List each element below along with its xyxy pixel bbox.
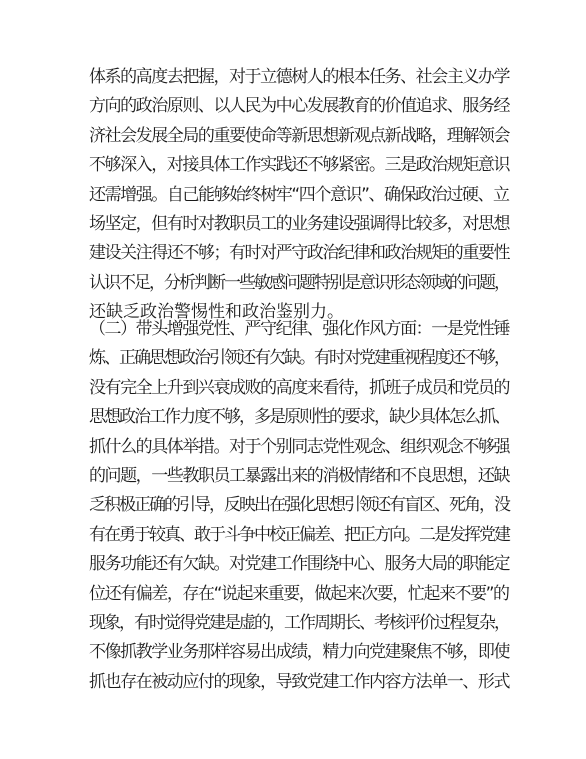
text-line: 还需增强。自己能够始终树牢“四个意识”、确保政治过硬、立 [89,184,509,205]
paragraph-2 [89,315,509,697]
text-line: 抓也存在被动应付的现象，导致党建工作内容方法单一、形式 [89,671,509,692]
text-line: 炼、正确思想政治引领还有欠缺。有时对党建重视程度还不够， [89,348,509,369]
text-line: 抓什么的具体举措。对于个别同志党性观念、组织观念不够强 [89,436,509,457]
text-line: 还缺乏政治警惕性和政治鉴别力。 [89,302,344,323]
text-line: 有在勇于较真、敢于斗争中校正偏差、把正方向。二是发挥党建 [89,524,509,545]
text-line: 服务功能还有欠缺。对党建工作围绕中心、服务大局的职能定 [89,554,509,575]
text-line: 的问题，一些教职员工暴露出来的消极情绪和不良思想，还缺 [89,465,509,486]
text-line: 思想政治工作力度不够，多是原则性的要求，缺少具体怎么抓、 [89,407,509,428]
text-line: 乏积极正确的引导，反映出在强化思想引领还有盲区、死角，没 [89,495,509,516]
text-line: 方向的政治原则、以人民为中心发展教育的价值追求、服务经 [89,96,509,117]
text-line: （二）带头增强党性、严守纪律、强化作风方面：一是党性锤 [89,319,509,339]
text-line: 场坚定，但有时对教职员工的业务建设强调得比较多，对思想 [89,213,509,234]
text-line: 济社会发展全局的重要使命等新思想新观点新战略，理解领会 [89,125,509,146]
text-line: 体系的高度去把握，对于立德树人的根本任务、社会主义办学 [89,67,509,87]
text-line: 现象，有时觉得党建是虚的，工作周期长、考核评价过程复杂， [89,612,509,633]
text-line: 建设关注得还不够；有时对严守政治纪律和政治规矩的重要性 [89,243,509,264]
text-line: 不像抓教学业务那样容易出成绩，精力向党建聚焦不够，即使 [89,642,509,663]
text-line: 位还有偏差，存在“说起来重要，做起来次要，忙起来不要”的 [89,583,509,604]
text-line: 不够深入，对接具体工作实践还不够紧密。三是政治规矩意识 [89,155,509,176]
paragraph-1 [89,63,509,328]
text-line: 认识不足，分析判断一些敏感问题特别是意识形态领域的问题， [89,272,509,293]
text-line: 没有完全上升到兴衰成败的高度来看待，抓班子成员和党员的 [89,377,509,398]
